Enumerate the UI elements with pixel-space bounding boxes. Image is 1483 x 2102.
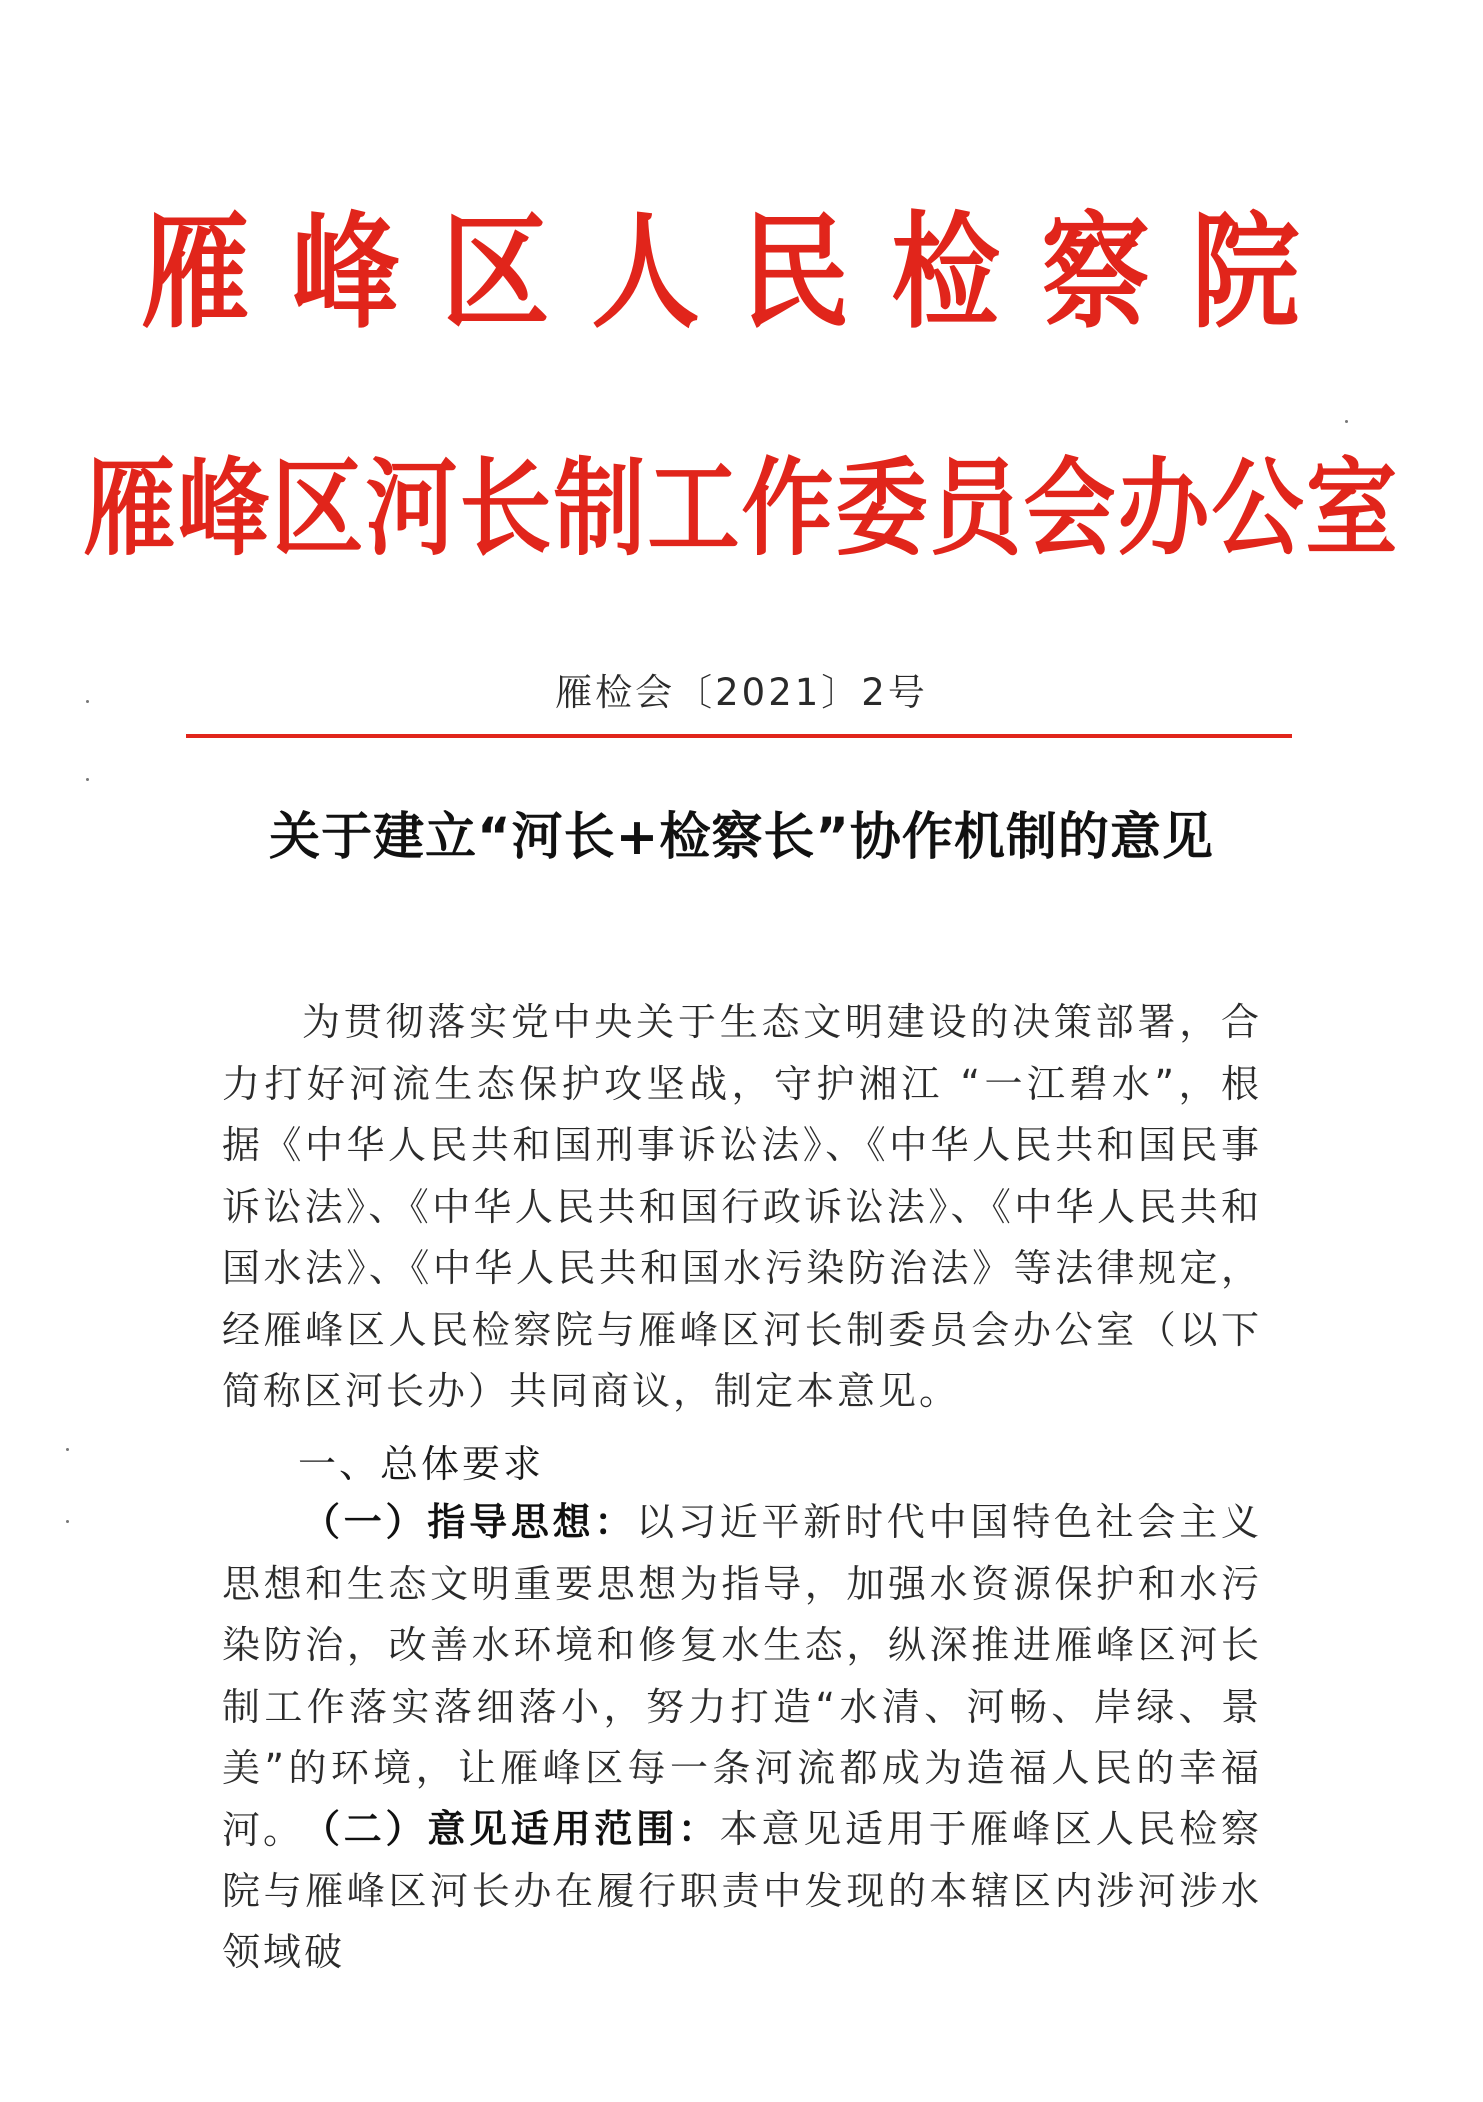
document-number: 雁检会〔2021〕2号 <box>555 671 928 714</box>
item-scope <box>222 1799 1262 1984</box>
section-heading-general-requirements: 一、总体要求 <box>298 1442 545 1486</box>
item-scope-lead: （二）意见适用范围： <box>302 1807 720 1851</box>
issuer-header-procuratorate: 雁峰区人民检察院 <box>141 200 1342 346</box>
item-guiding-ideology-text: 以习近平新时代中国特色社会主义思想和生态文明重要思想为指导，加强水资源保护和水污染防治，改善水环境和修复水生态，纵深推进雁峰区河长制工作落实落细落小，努力打造“水清、河畅、岸绿、景美”的环境，让雁峰区每一条河流都成为造福人民的幸福河。 <box>222 1500 1262 1852</box>
scan-speck <box>66 1448 69 1451</box>
scan-speck <box>1345 420 1348 423</box>
document-title: 关于建立“河长+检察长”协作机制的意见 <box>269 808 1214 867</box>
scan-speck <box>86 700 89 703</box>
issuer-header-river-chief-office: 雁峰区河长制工作委员会办公室 <box>83 445 1400 571</box>
item-guiding-ideology-lead: （一）指导思想： <box>302 1500 637 1544</box>
intro-paragraph: 为贯彻落实党中央关于生态文明建设的决策部署，合力打好河流生态保护攻坚战，守护湘江 “一江碧水”，根据《中华人民共和国刑事诉讼法》、《中华人民共和国民事诉讼法》、《中华人民共和国行政诉讼法》、《中华人民共和国水法》、《中华人民共和国水污染防治法》等法律规定，经雁峰区人民检察院与雁峰区河长制委员会办公室（以下简称区河长办）共同商议，制定本意见。 <box>222 1000 1262 1413</box>
scan-speck <box>66 1520 69 1523</box>
item-scope-text: 本意见适用于雁峰区人民检察院与雁峰区河长办在履行职责中发现的本辖区内涉河涉水领域破 <box>222 1807 1262 1974</box>
red-separator-line <box>186 734 1292 738</box>
scan-speck <box>86 778 89 781</box>
